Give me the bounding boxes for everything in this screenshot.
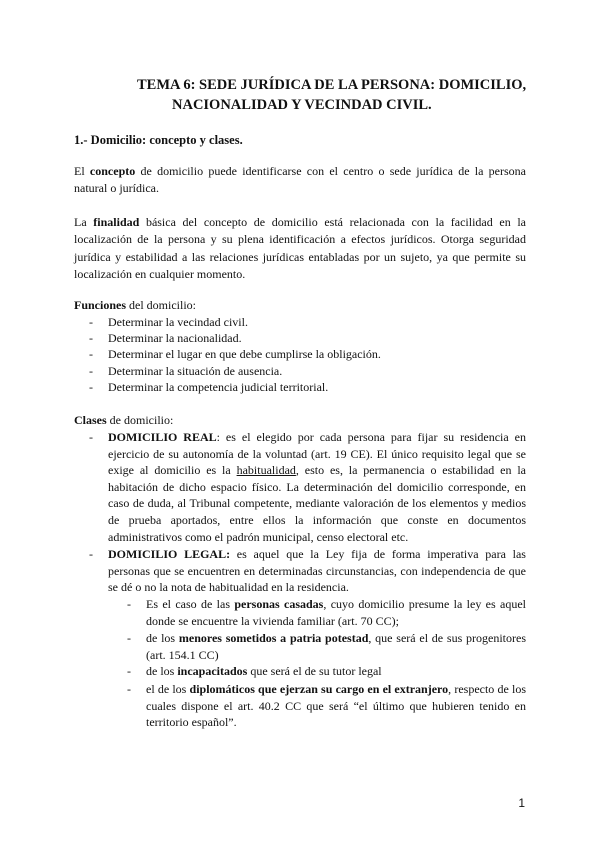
title-line-2: NACIONALIDAD Y VECINDAD CIVIL. <box>172 97 432 113</box>
title-line-1: TEMA 6: SEDE JURÍDICA DE LA PERSONA: DOMICILIO, <box>137 77 527 93</box>
list-item: - Determinar el lugar en que debe cumplirse la obligación. <box>89 346 529 362</box>
list-item: - Determinar la nacionalidad. <box>89 330 529 346</box>
funciones-heading: Funciones del domicilio: <box>74 298 197 312</box>
section-heading: 1.- Domicilio: concepto y clases. <box>74 133 243 147</box>
sub-list-dash: - <box>127 682 131 696</box>
sub-item-casadas: Es el caso de las personas casadas, cuyo domicilio presume la ley es aquel donde se encuentre la vivienda familiar (art. 70 CC); <box>146 597 527 628</box>
list-dash: - <box>89 547 93 561</box>
list-item: - Determinar la situación de ausencia. <box>89 363 529 379</box>
sub-item-incapacitados: de los incapacitados que será el de su tutor legal <box>146 664 382 678</box>
sub-list-dash: - <box>127 597 131 611</box>
list-dash: - <box>89 430 93 444</box>
page-title <box>0 75 600 115</box>
domicilio-legal-item: DOMICILIO LEGAL: es aquel que la Ley fija de forma imperativa para las personas que se encuentren en determinadas circunstancias, con independencia de que se dé o no la nota de habitualidad en la residencia. <box>108 547 526 595</box>
sub-list-dash: - <box>127 631 131 645</box>
list-item: - Determinar la vecindad civil. <box>89 314 529 330</box>
sub-item-menores: de los menores sometidos a patria potestad, que será el de sus progenitores (art. 154.1 CC) <box>146 631 526 662</box>
list-item: - Determinar la competencia judicial territorial. <box>89 379 529 395</box>
funciones-list <box>89 314 529 395</box>
sub-list-dash: - <box>127 664 131 678</box>
clases-heading: Clases de domicilio: <box>74 413 174 427</box>
page-number: 1 <box>518 796 525 810</box>
sub-item-diplomaticos: el de los diplomáticos que ejerzan su cargo en el extranjero, respecto de los cuales dispone el art. 40.2 CC que será “el último que hubieren tenido en territorio español”. <box>146 682 526 730</box>
finalidad-paragraph: La finalidad básica del concepto de domicilio está relacionada con la facilidad en la localización de la persona y su plena identificación a efectos jurídicos. Otorga seguridad jurídica y estabilidad a las relaciones jurídicas entabladas por un sujeto, ya que permite su localización en cualquier momento. <box>74 215 526 281</box>
concepto-paragraph: El concepto de domicilio puede identificarse con el centro o sede jurídica de la persona natural o jurídica. <box>74 164 526 196</box>
domicilio-real-item: DOMICILIO REAL: es el elegido por cada persona para fijar su residencia en ejercicio de su autonomía de la voluntad (art. 19 CE). El único requisito legal que se exige al domicilio es la habitualidad, esto es, la permanencia o estabilidad en la habitación de dicho espacio físico. La determinación del domicilio corresponde, en caso de duda, al Tribunal competente, mediante valoración de los elementos y medios de prueba aportados, entre ellos la información que conste en documentos administrativos como el padrón municipal, censo electoral etc. <box>108 430 526 544</box>
